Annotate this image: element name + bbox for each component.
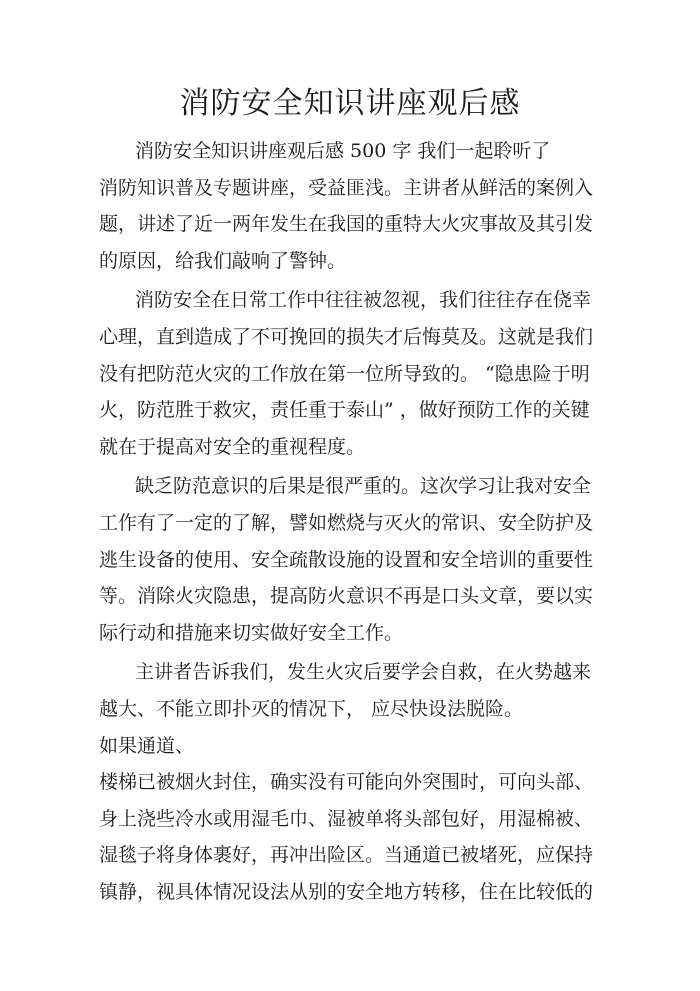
body-line: 缺乏防范意识的后果是很严重的。这次学习让我对安全 xyxy=(135,475,592,498)
body-line: 湿毯子将身体裹好，再冲出险区。当通道已被堵死，应保持 xyxy=(99,844,594,867)
body-line: 际行动和措施来切实做好安全工作。 xyxy=(99,621,404,644)
body-line: 逃生设备的使用、安全疏散设施的设置和安全培训的重要性 xyxy=(99,548,594,571)
body-line: 镇静，视具体情况设法从别的安全地方转移，住在比较低的 xyxy=(99,880,594,903)
body-line: 就在于提高对安全的重视程度。 xyxy=(99,435,366,458)
body-line: 楼梯已被烟火封住，确实没有可能向外突围时，可向头部、 xyxy=(99,771,594,794)
body-line: 如果通道、 xyxy=(99,734,195,757)
body-line: 主讲者告诉我们，发生火灾后要学会自救，在火势越来 xyxy=(135,661,592,684)
body-line: 工作有了一定的了解，譬如燃烧与灭火的常识、安全防护及 xyxy=(99,511,594,534)
body-line: 题，讲述了近一两年发生在我国的重特大火灾事故及其引发 xyxy=(99,213,594,236)
body-line: 消防安全知识讲座观后感 500 字 我们一起聆听了 xyxy=(135,140,551,162)
body-line: 身上浇些冷水或用湿毛巾、湿被单将头部包好，用湿棉被、 xyxy=(99,807,594,830)
body-line: 消防知识普及专题讲座，受益匪浅。主讲者从鲜活的案例入 xyxy=(99,176,594,199)
body-line: 火，防范胜于救灾，责任重于泰山” ，做好预防工作的关键 xyxy=(99,399,590,422)
body-line: 心理，直到造成了不可挽回的损失才后悔莫及。这就是我们 xyxy=(99,325,594,348)
body-line: 没有把防范火灾的工作放在第一位所导致的。 “隐患险于明 xyxy=(99,362,590,385)
body-line: 越大、不能立即扑灭的情况下， 应尽快设法脱险。 xyxy=(99,697,524,720)
document-title: 消防安全知识讲座观后感 xyxy=(179,86,521,121)
body-line: 的原因，给我们敲响了警钟。 xyxy=(99,249,347,272)
document-body xyxy=(99,133,599,910)
body-line: 等。消除火灾隐患，提高防火意识不再是口头文章，要以实 xyxy=(99,585,594,608)
body-line: 消防安全在日常工作中往往被忽视，我们往往存在侥幸 xyxy=(135,289,592,312)
